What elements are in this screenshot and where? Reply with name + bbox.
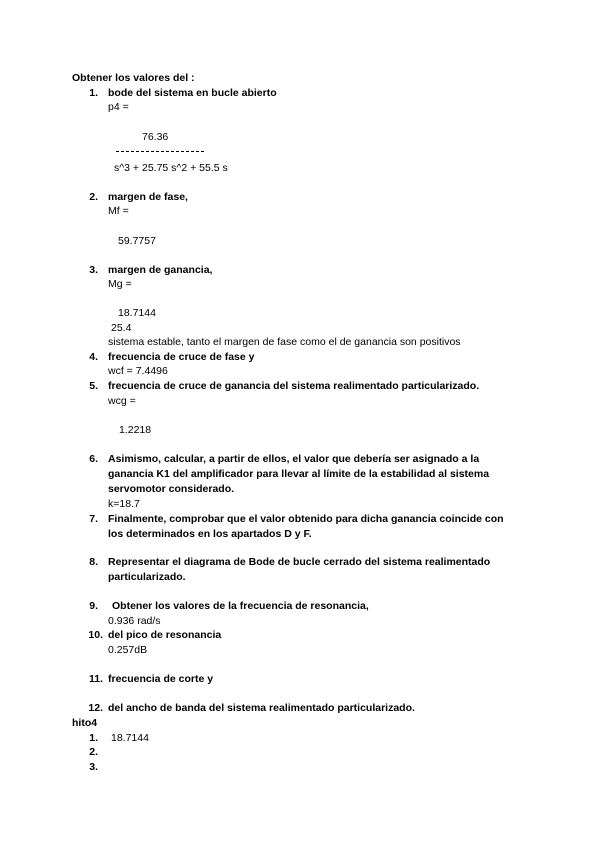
item-7-title-line-1: Finalmente, comprobar que el valor obtenido para dicha ganancia coincide con (108, 513, 504, 525)
item-5-title: frecuencia de cruce de ganancia del sistema realimentado particularizado. (108, 380, 480, 392)
hito4-item-1-value: 18.7144 (111, 732, 149, 744)
mg-value: 18.7144 (118, 307, 156, 319)
p4-label: p4 = (108, 101, 129, 113)
item-2-number: 2. (89, 191, 98, 203)
item-6-title-line-1: Asimismo, calcular, a partir de ellos, el valor que debería ser asignado a la (108, 453, 480, 465)
item-8-title-line-2: particularizado. (108, 571, 186, 583)
wcg-value: 1.2218 (119, 424, 152, 436)
item-6-number: 6. (89, 453, 98, 465)
item-12-title: del ancho de banda del sistema realimentado particularizado. (108, 702, 415, 714)
mf-label: Mf = (108, 205, 129, 217)
item-9-title: Obtener los valores de la frecuencia de resonancia, (112, 600, 369, 612)
item-1-title: bode del sistema en bucle abierto (108, 87, 277, 99)
resonance-peak-value: 0.257dB (108, 644, 148, 656)
item-7-number: 7. (89, 513, 98, 525)
item-6-title-line-3: servomotor considerado. (108, 483, 235, 495)
item-6-title-line-2: ganancia K1 del amplificador para llevar al límite de la estabilidad al sistema (108, 468, 490, 480)
section-title-hito4: hito4 (72, 717, 98, 729)
item-1-number: 1. (89, 87, 98, 99)
item-2-title: margen de fase, (108, 191, 188, 203)
item-5-number: 5. (89, 380, 98, 392)
mg-label: Mg = (108, 278, 132, 290)
wcg-label: wcg = (108, 395, 136, 407)
mg-db-value: 25.4 (111, 322, 132, 334)
item-7-title-line-2: los determinados en los apartados D y F. (108, 528, 312, 540)
item-11-number: 11. (88, 673, 103, 685)
item-8-number: 8. (89, 556, 98, 568)
item-9-number: 9. (89, 600, 98, 612)
item-4-number: 4. (89, 351, 98, 363)
resonance-frequency-value: 0.936 rad/s (108, 615, 161, 627)
item-3-number: 3. (89, 264, 98, 276)
header: Obtener los valores del : (72, 72, 195, 84)
item-10-number: 10. (88, 629, 103, 641)
item-3-title: margen de ganancia, (108, 264, 213, 276)
item-4-title: frecuencia de cruce de fase y (108, 351, 255, 363)
hito4-item-3-number: 3. (89, 761, 98, 773)
item-12-number: 12. (88, 702, 103, 714)
item-11-title: frecuencia de corte y (108, 673, 214, 685)
mf-value: 59.7757 (118, 235, 156, 247)
wcf-value: wcf = 7.4496 (108, 365, 168, 377)
fraction-bar (116, 151, 204, 152)
hito4-item-1-number: 1. (89, 732, 98, 744)
item-8-title-line-1: Representar el diagrama de Bode de bucle cerrado del sistema realimentado (108, 556, 491, 568)
stability-note: sistema estable, tanto el margen de fase como el de ganancia son positivos (108, 336, 461, 348)
item-10-title: del pico de resonancia (108, 629, 222, 641)
tf-numerator: 76.36 (142, 131, 169, 143)
tf-denominator: s^3 + 25.75 s^2 + 55.5 s (114, 162, 228, 174)
hito4-item-2-number: 2. (89, 746, 98, 758)
k-value: k=18.7 (108, 498, 140, 510)
